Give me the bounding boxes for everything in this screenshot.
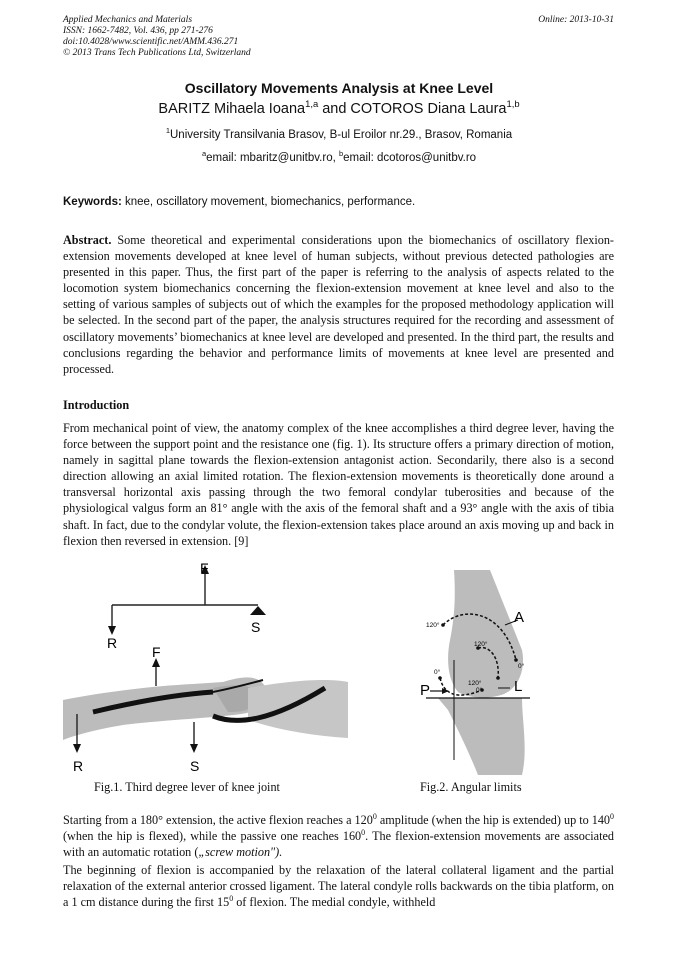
label-S-top: S [251, 619, 261, 635]
para2-sup-3: 0 [361, 828, 366, 838]
paper-title: Oscillatory Movements Analysis at Knee Level [184, 80, 494, 96]
author-1-affil: 1,a [305, 98, 319, 110]
online-date: Online: 2013-10-31 [538, 15, 614, 25]
abstract-label: Abstract. [63, 233, 112, 247]
para3-sup-1: 0 [229, 894, 234, 904]
label-L: L [514, 678, 523, 695]
keywords [63, 196, 415, 208]
label-R-top: R [107, 635, 118, 651]
email-line [0, 149, 678, 164]
paragraph-flexion-beginning [63, 862, 614, 910]
affiliation [0, 126, 678, 141]
label-R-bottom: R [73, 758, 84, 774]
author-line [0, 98, 678, 117]
label-120-low: 120° [468, 680, 482, 687]
knee-bones [63, 677, 348, 740]
email-a: email: mbaritz@unitbv.ro, [206, 152, 339, 164]
author-2: COTOROS Diana Laura [350, 101, 507, 117]
para3-text-2: of flexion. The medial condyle, withheld [233, 895, 436, 910]
paragraph-flexion-range [63, 812, 614, 860]
label-F-mid: F [152, 644, 161, 660]
abstract [63, 232, 614, 377]
email-b-sup: b [338, 149, 344, 159]
label-120-outer: 120° [426, 622, 440, 629]
abstract-text: Some theoretical and experimental considerations upon the biomechanics of oscillatory flexion-extension movements developed at knee level of human subjects, without previous detected pathologies are presented in this paper. Thus, the first part of the paper is referring to the analysis of aspects related to the locomotion system biomechanics concerning the flexion-extension movement at knee level and also to the setting of various samples of subjects out of which the examples for the proposed methodology application will be selected. In the second part of the paper, the analysis structures required for the recording and assessment of oscillatory movements’ biomechanics at knee level are developed and presented. In the third part, the results and conclusions regarding the behavior and performance limits of movements at knee level are presented and processed. [63, 233, 614, 376]
figure-2-caption: Fig.2. Angular limits [420, 780, 522, 794]
figure-1-caption: Fig.1. Third degree lever of knee joint [94, 780, 280, 794]
figure-1-lever-diagram [63, 560, 348, 778]
author-1: BARITZ Mihaela Ioana [158, 101, 306, 117]
label-F-top: F [200, 560, 209, 576]
keywords-label: Keywords: [63, 196, 122, 208]
email-a-sup: a [201, 149, 207, 159]
knee-silhouette [426, 570, 530, 775]
journal-header [63, 15, 251, 59]
section-heading-introduction: Introduction [63, 398, 130, 412]
para3-text-1: The beginning of flexion is accompanied by the relaxation of the lateral collateral ligament and the partial relaxation of the external anterior crossed ligament. The lateral condyle rolls backwards on the tibia platform, on a 1 cm distance during the first 15 [63, 863, 614, 910]
author-and: and [318, 101, 351, 117]
figure-2-angular-limits [418, 570, 530, 775]
para2-text-4: . The flexion-extension movements are associated with an automatic rotation ( [63, 829, 614, 860]
email-b: email: dcotoros@unitbv.ro [343, 152, 477, 164]
label-P: P [420, 682, 431, 699]
author-2-affil: 1,b [506, 98, 520, 110]
affil-sup: 1 [165, 126, 170, 136]
label-0-right: 0° [518, 663, 525, 670]
label-0-left: 0° [434, 669, 441, 676]
affil-text: University Transilvania Brasov, B-ul Eroilor nr.29., Brasov, Romania [170, 129, 513, 141]
para2-text-3: (when the hip is flexed), while the passive one reaches 160 [63, 829, 362, 844]
journal-name: Applied Mechanics and Materials [63, 15, 193, 25]
para2-text-2: amplitude (when the hip is extended) up to 140 [376, 813, 611, 827]
para2-sup-2: 0 [610, 811, 614, 821]
para2-sup-1: 0 [372, 811, 377, 821]
label-A: A [514, 609, 525, 626]
label-S-bottom: S [190, 758, 200, 774]
para2-text-1: Starting from a 180° extension, the active flexion reaches a 120 [63, 813, 373, 827]
copyright-line: © 2013 Trans Tech Publications Ltd, Switzerland [63, 48, 251, 58]
label-120-mid: 120° [474, 641, 488, 648]
issn-line: ISSN: 1662-7482, Vol. 436, pp 271-276 [63, 26, 213, 36]
intro-paragraph: From mechanical point of view, the anatomy complex of the knee accomplishes a third degree lever, having the force between the support point and the resistance one (fig. 1). Its structure offers a primary direction of motion, namely in sagittal plane towards the flexion-extension antagonist action. Secondarily, there also is a second direction allowing an axial limited rotation. The flexion-extension movements is theoretically done around a transversal horizontal axis passing through the two femoral condylar tuberosities and because of the physiological valgus form an 81° angle with the axis of the femoral shaft and a 93° angle with the axis of tibia shaft. In fact, due to the condylar volute, the flexion-extension takes place around an axis moving up and back in flexion then reversed in extension. [9] [63, 421, 614, 548]
label-0-low: 0° [476, 687, 483, 694]
doi-line: doi:10.4028/www.scientific.net/AMM.436.271 [63, 37, 239, 47]
lever-beam [108, 565, 266, 635]
keywords-text: knee, oscillatory movement, biomechanics, performance. [121, 196, 416, 208]
para2-text-5: „screw motion"). [198, 845, 283, 860]
